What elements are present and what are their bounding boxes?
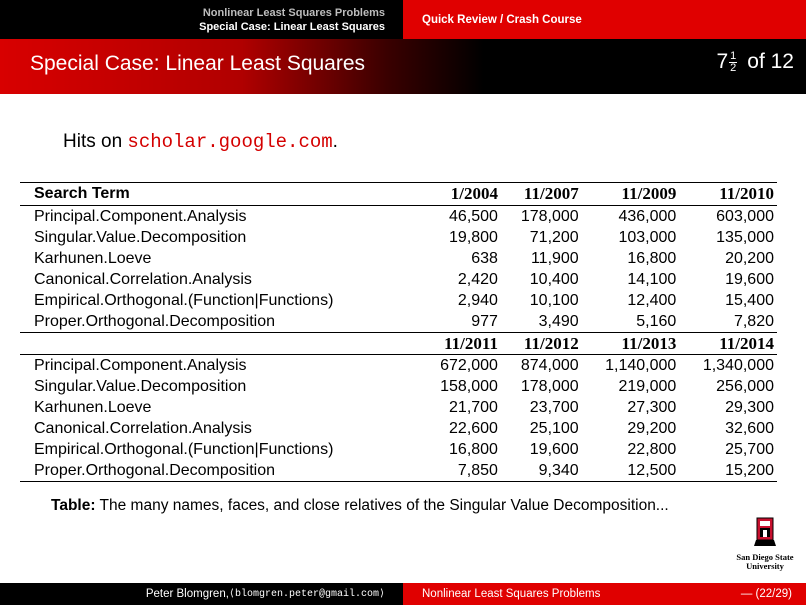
table-row xyxy=(20,439,777,460)
table-row xyxy=(20,248,777,269)
hit-count-cell: 10,100 xyxy=(529,292,579,309)
hit-count-cell: 23,700 xyxy=(529,399,579,416)
search-term-cell: Singular.Value.Decomposition xyxy=(34,378,247,395)
frame-title-bar xyxy=(0,39,806,94)
hit-count-cell: 25,100 xyxy=(529,420,579,437)
hit-count-cell: 15,200 xyxy=(679,460,777,482)
search-hits-table xyxy=(20,182,777,482)
caption-label: Table: xyxy=(51,497,96,514)
table-row xyxy=(20,269,777,290)
hit-count-cell: 19,600 xyxy=(725,271,774,288)
table-row xyxy=(20,355,777,377)
table-body-first-period xyxy=(20,206,777,333)
hit-count-cell: 436,000 xyxy=(618,208,677,225)
table-row xyxy=(20,397,777,418)
hit-count-cell: 20,200 xyxy=(725,250,774,267)
search-term-cell: Canonical.Correlation.Analysis xyxy=(34,420,252,437)
hit-count-cell: 11,900 xyxy=(530,250,579,267)
search-term-cell: Principal.Component.Analysis xyxy=(34,357,247,374)
frame-title: Special Case: Linear Least Squares xyxy=(30,52,366,75)
table-subheader-row xyxy=(20,333,777,355)
hit-count-cell: 71,200 xyxy=(529,229,579,246)
section-nav xyxy=(0,0,403,39)
scholar-url-link[interactable]: scholar.google.com xyxy=(127,131,333,153)
hit-count-cell: 12,500 xyxy=(582,460,680,482)
column-header: 11/2007 xyxy=(501,183,582,205)
hit-count-cell: 29,300 xyxy=(725,399,774,416)
hit-count-cell: 46,500 xyxy=(449,208,498,225)
footer-bar xyxy=(0,583,806,605)
logo-line-2: University xyxy=(746,561,784,571)
column-header: 11/2012 xyxy=(501,333,582,355)
column-header: 11/2014 xyxy=(679,333,777,355)
hit-count-cell: 27,300 xyxy=(627,399,677,416)
hit-count-cell: 22,600 xyxy=(449,420,498,437)
search-term-cell: Karhunen.Loeve xyxy=(34,250,152,267)
hit-count-cell: 874,000 xyxy=(520,357,579,374)
footer-author xyxy=(0,583,403,605)
hit-count-cell: 10,400 xyxy=(529,271,579,288)
hit-count-cell: 32,600 xyxy=(725,420,774,437)
hit-count-cell: 178,000 xyxy=(520,378,579,395)
footer-author-name: Peter Blomgren, xyxy=(145,588,229,600)
frame-count-fraction xyxy=(729,51,737,74)
top-navigation-bar xyxy=(0,0,806,39)
table-header-row xyxy=(20,183,777,205)
nav-subsection-link[interactable]: Special Case: Linear Least Squares xyxy=(199,20,385,33)
hit-count-cell: 7,850 xyxy=(420,460,501,482)
footer-page-number: — (22/29) xyxy=(740,588,792,600)
table-row xyxy=(20,376,777,397)
hit-count-cell: 158,000 xyxy=(440,378,498,395)
hit-count-cell: 21,700 xyxy=(449,399,498,416)
hit-count-cell: 2,940 xyxy=(457,292,498,309)
logo-wordmark xyxy=(730,553,800,571)
column-header: 1/2004 xyxy=(420,183,501,205)
hit-count-cell: 135,000 xyxy=(716,229,774,246)
footer-email: ⟨blomgren.peter@gmail.com⟩ xyxy=(228,589,385,600)
fraction-denominator: 2 xyxy=(730,61,737,74)
hit-count-cell: 25,700 xyxy=(725,441,774,458)
hit-count-cell: 12,400 xyxy=(627,292,677,309)
hit-count-cell: 977 xyxy=(471,313,498,330)
column-header: 11/2013 xyxy=(582,333,680,355)
search-term-cell: Empirical.Orthogonal.(Function|Functions) xyxy=(34,292,334,309)
hit-count-cell: 16,800 xyxy=(449,441,498,458)
hit-count-cell: 16,800 xyxy=(627,250,677,267)
hit-count-cell: 19,600 xyxy=(529,441,579,458)
table-row xyxy=(20,460,777,482)
frame-count-whole: 7 xyxy=(716,50,729,73)
logo-line-1: San Diego State xyxy=(736,552,794,562)
table-row xyxy=(20,418,777,439)
column-header xyxy=(20,333,420,355)
search-term-cell: Principal.Component.Analysis xyxy=(34,208,247,225)
column-header: 11/2011 xyxy=(420,333,501,355)
hit-count-cell: 22,800 xyxy=(627,441,677,458)
table-row xyxy=(20,290,777,311)
hit-count-cell: 5,160 xyxy=(636,313,677,330)
intro-text xyxy=(63,131,338,153)
sdsu-logo-icon xyxy=(752,517,778,547)
caption-text: The many names, faces, and close relatives of the Singular Value Decomposition... xyxy=(95,497,669,514)
footer-right xyxy=(403,583,806,605)
column-header: 11/2009 xyxy=(582,183,680,205)
search-term-cell: Singular.Value.Decomposition xyxy=(34,229,247,246)
search-term-cell: Proper.Orthogonal.Decomposition xyxy=(34,313,276,330)
hit-count-cell: 638 xyxy=(471,250,498,267)
search-term-cell: Karhunen.Loeve xyxy=(34,399,152,416)
column-header: Search Term xyxy=(20,183,420,205)
column-header: 11/2010 xyxy=(679,183,777,205)
hit-count-cell: 19,800 xyxy=(449,229,498,246)
hit-count-cell: 672,000 xyxy=(440,357,498,374)
search-term-cell: Proper.Orthogonal.Decomposition xyxy=(20,460,420,482)
table-body-second-period xyxy=(20,355,777,482)
search-term-cell: Empirical.Orthogonal.(Function|Functions) xyxy=(34,441,334,458)
hit-count-cell: 15,400 xyxy=(725,292,774,309)
hit-count-cell: 2,420 xyxy=(457,271,498,288)
hit-count-cell: 29,200 xyxy=(627,420,677,437)
frame-count-suffix: of 12 xyxy=(747,50,794,73)
search-term-cell: Canonical.Correlation.Analysis xyxy=(34,271,252,288)
hit-count-cell: 14,100 xyxy=(627,271,677,288)
sdsu-logo xyxy=(730,517,800,569)
nav-section-link[interactable]: Nonlinear Least Squares Problems xyxy=(202,6,385,19)
table-caption xyxy=(51,497,669,515)
hit-count-cell: 103,000 xyxy=(618,229,677,246)
frame-counter xyxy=(716,50,794,74)
hit-count-cell: 3,490 xyxy=(538,313,579,330)
footer-title: Nonlinear Least Squares Problems xyxy=(422,588,601,600)
intro-label: Hits on xyxy=(63,131,128,152)
hit-count-cell: 219,000 xyxy=(618,378,677,395)
hit-count-cell: 9,340 xyxy=(501,460,582,482)
table-row xyxy=(20,206,777,228)
table-row xyxy=(20,227,777,248)
nav-right-link[interactable]: Quick Review / Crash Course xyxy=(403,0,806,39)
hit-count-cell: 1,140,000 xyxy=(605,357,677,374)
hit-count-cell: 256,000 xyxy=(716,378,774,395)
hit-count-cell: 178,000 xyxy=(520,208,579,225)
hit-count-cell: 1,340,000 xyxy=(702,357,774,374)
hit-count-cell: 603,000 xyxy=(716,208,774,225)
intro-period: . xyxy=(332,131,338,152)
hit-count-cell: 7,820 xyxy=(733,313,774,330)
table-row xyxy=(20,311,777,333)
fraction-numerator: 1 xyxy=(730,49,737,62)
